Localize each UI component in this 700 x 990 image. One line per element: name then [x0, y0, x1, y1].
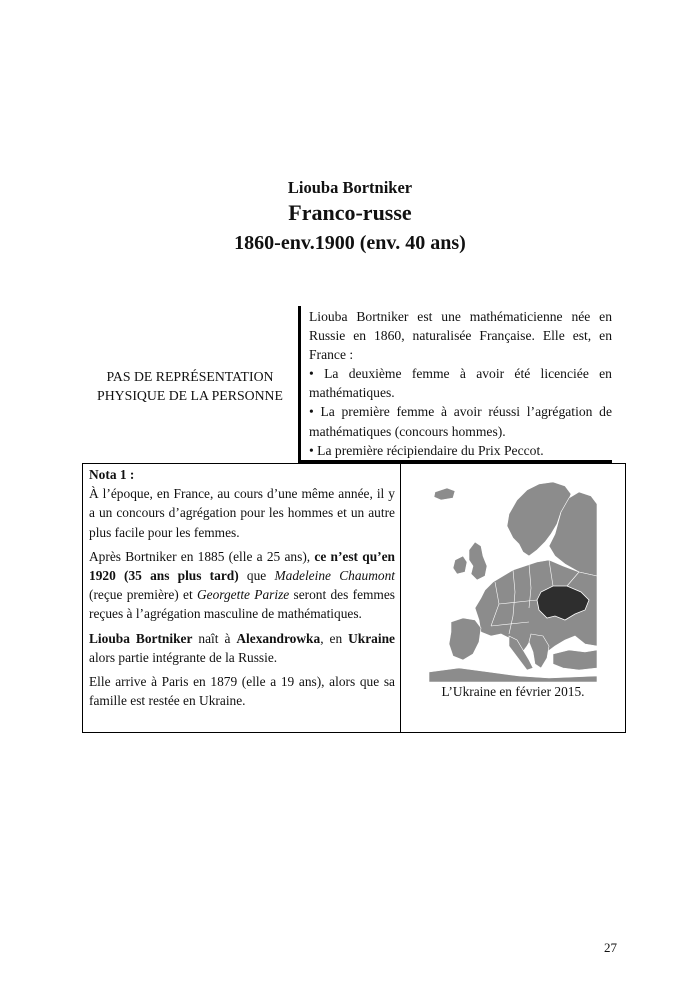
europe-map-image — [429, 476, 597, 682]
page-number: 27 — [604, 940, 617, 955]
person-name: Liouba Bortniker — [287, 178, 413, 197]
bio-intro: Liouba Bortniker est une mathématicienne née en Russie en 1860, naturalisée Française. Elle est, en France : — [309, 309, 612, 363]
text-run-bold: Ukraine — [348, 630, 395, 646]
text-run-bold: ce n’est qu’en 1920 (35 ans plus tard) — [89, 548, 395, 584]
note-cell — [83, 464, 401, 732]
portrait-placeholder — [82, 308, 298, 464]
portrait-text-line-2: PHYSIQUE DE LA PERSONNE — [97, 388, 283, 403]
note-paragraph-2 — [89, 547, 395, 624]
note-paragraph-1: À l’époque, en France, au cours d’une même année, il y a un concours d’agrégation pour les hommes et un autre plus facile pour les femmes. — [89, 486, 395, 540]
text-run: , en — [320, 630, 349, 646]
life-dates: 1860-env.1900 (env. 40 ans) — [234, 232, 466, 254]
text-run-italic: Madeleine Chaumont — [274, 568, 395, 584]
text-run-italic: Georgette Parize — [196, 587, 290, 603]
note-table — [82, 463, 626, 733]
biography-box — [298, 306, 612, 463]
text-run-bold: Alexandrowka — [236, 630, 321, 646]
text-run: que — [238, 568, 275, 584]
bio-bullet: • La deuxième femme à avoir été licenciée en mathématiques. — [309, 364, 612, 402]
nationality: Franco-russe — [288, 200, 412, 225]
bio-bullet: • La première récipiendaire du Prix Peccot. — [309, 441, 612, 460]
text-run: naît à — [192, 630, 237, 646]
text-run: seront des femmes reçues à l’agrégation masculine de mathématiques. — [89, 587, 395, 622]
text-run-bold: Liouba Bortniker — [89, 630, 193, 646]
europe-map — [429, 476, 597, 682]
text-run: alors partie intégrante de la Russie. — [89, 649, 278, 665]
bio-bullet: • La première femme à avoir réussi l’agrégation de mathématiques (concours hommes). — [309, 402, 612, 440]
note-paragraph-4: Elle arrive à Paris en 1879 (elle a 19 ans), alors que sa famille est restée en Ukraine. — [89, 674, 395, 709]
map-cell — [401, 464, 625, 732]
portrait-text-line-1: PAS DE REPRÉSENTATION — [106, 369, 274, 384]
text-run: Après Bortniker en 1885 (elle a 25 ans), — [89, 548, 315, 564]
map-caption: L’Ukraine en février 2015. — [441, 684, 585, 699]
note-paragraph-3 — [89, 629, 395, 667]
text-run: (reçue première) et — [89, 587, 197, 603]
note-title: Nota 1 : — [89, 467, 135, 482]
